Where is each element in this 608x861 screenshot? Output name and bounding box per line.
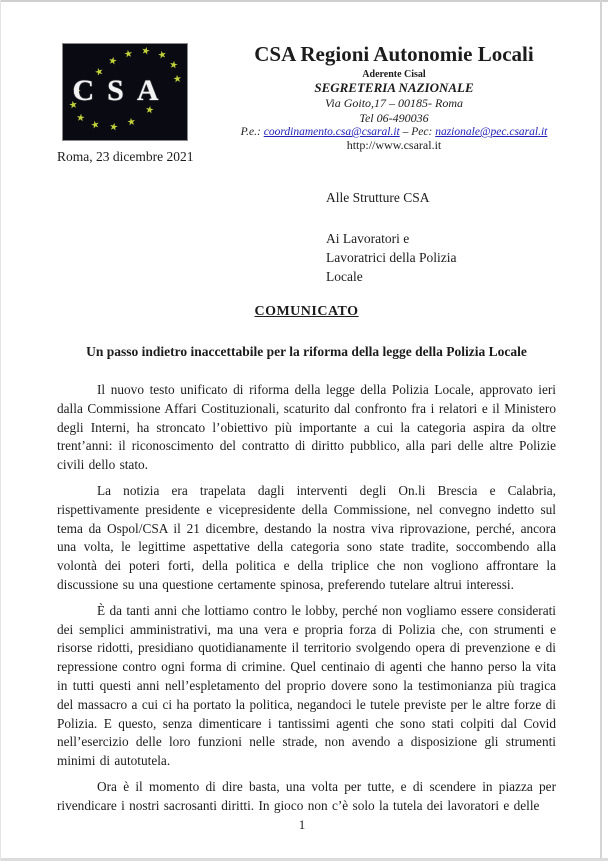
phone-line: Tel 06-490036 [359, 111, 429, 125]
address-line: Via Goito,17 – 00185- Roma [324, 96, 464, 110]
star-icon [140, 46, 151, 58]
email-line [226, 126, 562, 138]
communique-title: COMUNICATO [254, 304, 359, 319]
recipient-line: Ai Lavoratori e [326, 231, 410, 246]
letter-body [57, 304, 556, 823]
body-paragraph: Il nuovo testo unificato di riforma della legge della Polizia Locale, approvato ieri dalla Commissione Affari Costituzionali, scaturito dal confronto fra i relatori e il Ministero degli Interni, ha stroncato l’obiettivo più importante a cui la categoria aspira da oltre trent’anni: il riconoscimento del contratto di diritto pubblico, alla pari delle altre Polizie civili dello stato. [57, 382, 556, 473]
email-link-coordinamento[interactable]: coordinamento.csa@csaral.it [263, 126, 400, 138]
affiliation-line: Aderente Cisal [362, 69, 426, 80]
letterhead [226, 42, 562, 153]
email-link-pec[interactable]: nazionale@pec.csaral.it [435, 126, 548, 138]
star-icon [157, 50, 168, 62]
logo-text: CSA [72, 74, 172, 107]
page-number: 1 [298, 817, 306, 832]
recipient-line: Locale [326, 269, 363, 284]
star-icon [76, 114, 86, 125]
star-icon [90, 120, 101, 132]
email-prefix: P.e.: [240, 126, 264, 138]
body-paragraph: La notizia era trapelata dagli interventi degli On.li Brescia e Calabria, rispettivamente presidente e vicepresidente della Commissione, nel convegno indetto sul tema da Ospol/CSA il 21 dicembre, destando la nostra viva riprovazione, perché, ancora una volta, le legittime aspettative della categoria sono state tradite, soccombendo alla volontà dei poteri forti, della politica e della triplice che non vogliono affrontare la discussione su una questione certamente spinosa, preferendo tutelare altrui interessi. [57, 482, 556, 592]
recipient-gap [326, 207, 456, 229]
star-icon [108, 122, 119, 133]
org-title: CSA Regioni Autonomie Locali [254, 42, 534, 66]
star-icon [107, 56, 118, 67]
department-line: SEGRETERIA NAZIONALE [314, 80, 474, 95]
date-line: Roma, 23 dicembre 2021 [57, 149, 194, 164]
body-paragraph: Ora è il momento di dire basta, una volta per tutte, e di scendere in piazza per rivendicare i nostri sacrosanti diritti. In gioco non c’è solo la tutela dei lavoratori e delle [57, 778, 556, 813]
star-icon [123, 49, 133, 60]
recipient-line: Lavoratrici della Polizia [326, 250, 457, 265]
recipient-block [326, 188, 456, 286]
csa-logo [63, 44, 187, 140]
email-separator: – Pec: [399, 126, 436, 138]
star-icon [168, 60, 178, 71]
scan-edge-top [0, 0, 608, 2]
body-paragraph: È da tanti anni che lottiamo contro le lobby, perché non vogliamo essere considerati dei semplici amministrativi, ma una vera e propria forza di Polizia che, con strumenti e risorse ridotti, presidiano quotidianamente il territorio svolgendo opera di prevenzione e di repressione contro ogni forma di crimine. Quel centinaio di agenti che hanno perso la vita in tutti questi anni nell’espletamento del proprio dovere sono la testimonianza più tragica del massacro a cui ci ha portato la politica, negandoci le tutele previste per le altre forze di Polizia. E questo, senza dimenticare i tantissimi agenti che sono stati colpiti dal Covid nell’esercizio delle loro funzioni nelle strade, non avendo a disposizione gli strumenti minimi di autotutela. [57, 602, 556, 769]
recipient-line: Alle Strutture CSA [326, 190, 430, 205]
website-line: http://www.csaral.it [346, 138, 442, 152]
star-icon [126, 117, 136, 128]
communique-subtitle: Un passo indietro inaccettabile per la riforma della legge della Polizia Locale [86, 344, 527, 359]
scan-edge-left [0, 0, 1, 861]
scan-edge-right [600, 0, 602, 861]
